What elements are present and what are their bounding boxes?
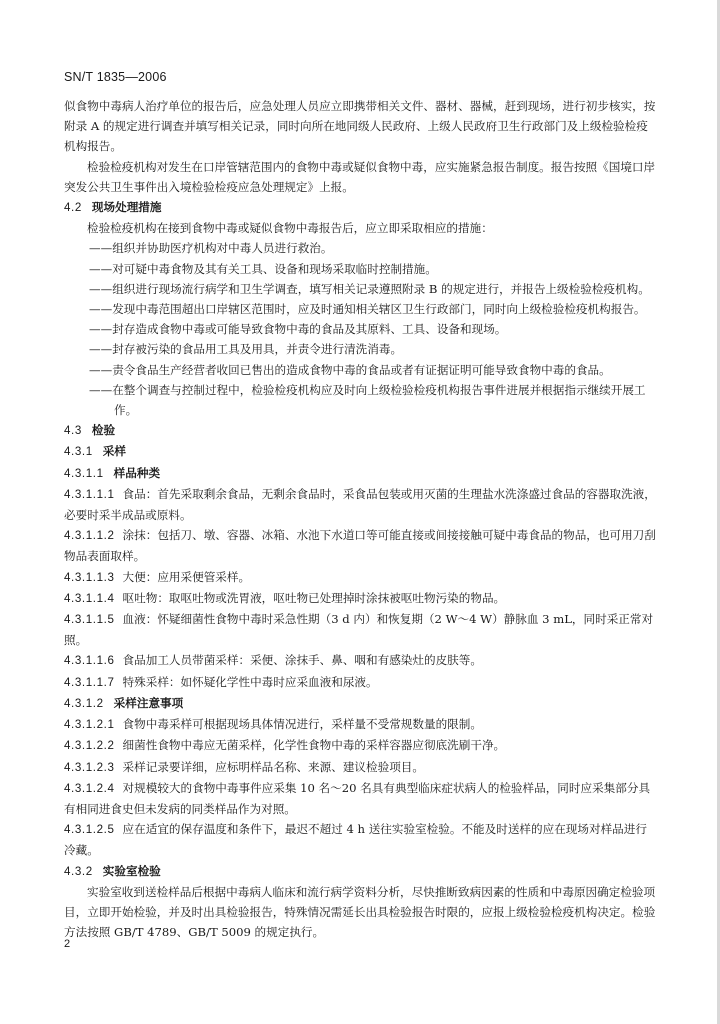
clause-number: 4.3.1.2.3: [64, 760, 115, 774]
paragraph: 检验检疫机构对发生在口岸管辖范围内的食物中毒或疑似食物中毒，应实施紧急报告制度。报告按照《国境口岸突发公共卫生事件出入境检验检疫应急处理规定》上报。: [64, 159, 656, 194]
numbered-clause: [64, 567, 658, 588]
list-item: ——在整个调查与控制过程中，检验检疫机构应及时向上级检验检疫机构报告事件进展并根据指示继续开展工作。: [89, 382, 646, 418]
section-number: 4.2: [64, 201, 82, 215]
page-body: [64, 96, 658, 942]
paragraph: 检验检疫机构在接到食物中毒或疑似食物中毒报告后，应立即采取相应的措施：: [87, 221, 493, 236]
section-number: 4.3.2: [64, 864, 93, 878]
list-item: ——发现中毒范围超出口岸辖区范围时，应及时通知相关辖区卫生行政部门，同时向上级检验检疫机构报告。: [89, 302, 646, 317]
section-title: 现场处理措施: [91, 200, 162, 215]
clause-number: 4.3.1.2.1: [64, 718, 115, 732]
list-item: ——封存被污染的食品用工具及用具，并责令进行清洗消毒。: [89, 342, 403, 357]
paragraph: 似食物中毒病人治疗单位的报告后，应急处理人员应立即携带相关文件、器材、器械，赶到现场，进行初步核实，按附录 A 的规定进行调查并填写相关记录，同时向所在地同级人民政府、上级人民政府卫生行政部门及上级检验检疫机构报告。: [64, 99, 656, 154]
clause-number: 4.3.1.2.4: [64, 781, 115, 795]
section-title: 采样: [102, 444, 126, 459]
clause-text: 呕吐物：取呕吐物或洗胃液，呕吐物已处理掉时涂抹被呕吐物污染的物品。: [122, 590, 506, 605]
clause-number: 4.3.1.1.5: [64, 613, 115, 627]
section-heading-4-2: [64, 197, 658, 218]
clause-text: 食品：首先采取剩余食品，无剩余食品时，采食品包装或用灭菌的生理盐水洗涤盛过食品的容器取洗液，必要时采半成品或原料。: [64, 486, 656, 523]
clause-number: 4.3.1.1.6: [64, 654, 115, 668]
numbered-clause: [64, 819, 658, 860]
clause-text: 血液：怀疑细菌性食物中毒时采急性期（3 d 内）和恢复期（2 W～4 W）静脉血 3 mL，同时采正常对照。: [64, 612, 654, 648]
numbered-clause: [64, 484, 658, 525]
clause-number: 4.3.1.1.3: [64, 570, 115, 584]
numbered-clause: [64, 672, 658, 693]
numbered-clause: [64, 525, 658, 566]
numbered-clause: [64, 609, 658, 650]
paragraph: 实验室收到送检样品后根据中毒病人临床和流行病学资料分析，尽快推断致病因素的性质和中毒原因确定检验项目，立即开始检验，并及时出具检验报告，特殊情况需延长出具检验报告时限的，应报上级检验检疫机构决定。检验方法按照 GB/T 4789、GB/T 5009 的规定执行。: [64, 884, 656, 940]
standard-code-header: SN/T 1835—2006: [64, 70, 167, 84]
section-number: 4.3: [64, 424, 82, 438]
clause-text: 细菌性食物中毒应无菌采样，化学性食物中毒的采样容器应彻底洗刷干净。: [122, 738, 506, 753]
clause-text: 涂抹：包括刀、墩、容器、冰箱、水池下水道口等可能直接或间接接触可疑中毒食品的物品，也可用刀刮物品表面取样。: [64, 528, 656, 564]
clause-text: 食物中毒采样可根据现场具体情况进行，采样量不受常规数量的限制。: [122, 717, 482, 732]
clause-number: 4.3.1.1.4: [64, 591, 115, 605]
section-title: 实验室检验: [102, 863, 161, 878]
clause-text: 采样记录要详细，应标明样品名称、来源、建议检验项目。: [122, 759, 424, 774]
clause-number: 4.3.1.2.5: [64, 823, 115, 837]
clause-number: 4.3.1.2.2: [64, 739, 115, 753]
numbered-clause: [64, 778, 658, 819]
section-heading-4-3-2: [64, 861, 658, 882]
clause-number: 4.3.1.1.2: [64, 529, 115, 543]
measure-list: [64, 238, 658, 420]
clause-number: 4.3.1.1.7: [64, 675, 115, 689]
list-item: ——封存造成食物中毒或可能导致食物中毒的食品及其原料、工具、设备和现场。: [89, 322, 507, 337]
numbered-clause: [64, 757, 658, 778]
section-number: 4.3.1.1: [64, 466, 104, 480]
section-title: 样品种类: [113, 465, 161, 480]
clause-number: 4.3.1.1.1: [64, 487, 115, 501]
page-number: 2: [64, 938, 71, 950]
section-number: 4.3.1.2: [64, 696, 104, 710]
section-title: 采样注意事项: [113, 695, 184, 710]
clause-text: 对规模较大的食物中毒事件应采集 10 名～20 名具有典型临床症状病人的检验样品，同时应采集部分具有相同进食史但未发病的同类样品作为对照。: [64, 780, 651, 816]
clause-text: 食品加工人员带菌采样：采便、涂抹手、鼻、咽和有感染灶的皮肤等。: [122, 653, 482, 668]
numbered-clause: [64, 588, 658, 609]
clause-text: 大便：应用采便管采样。: [122, 569, 251, 584]
section-heading-4-3-1-2: [64, 693, 658, 714]
section-heading-4-3-1: [64, 441, 658, 462]
list-item: ——对可疑中毒食物及其有关工具、设备和现场采取临时控制措施。: [89, 261, 437, 276]
clause-text: 应在适宜的保存温度和条件下，最迟不超过 4 h 送往实验室检验。不能及时送样的应在现场对样品进行冷藏。: [64, 822, 647, 858]
clause-text: 特殊采样：如怀疑化学性中毒时应采血液和尿液。: [122, 674, 378, 689]
section-title: 检验: [91, 423, 116, 438]
list-item: ——组织进行现场流行病学和卫生学调查，填写相关记录遵照附录 B 的规定进行，并报告上级检验检疫机构。: [89, 281, 650, 296]
list-item: ——组织并协助医疗机构对中毒人员进行救治。: [89, 241, 333, 256]
list-item: ——责令食品生产经营者收回已售出的造成食物中毒的食品或者有证据证明可能导致食物中毒的食品。: [89, 362, 611, 377]
numbered-clause: [64, 650, 658, 671]
section-heading-4-3: [64, 420, 658, 441]
numbered-clause: [64, 735, 658, 756]
numbered-clause: [64, 714, 658, 735]
section-number: 4.3.1: [64, 445, 93, 459]
section-heading-4-3-1-1: [64, 463, 658, 484]
